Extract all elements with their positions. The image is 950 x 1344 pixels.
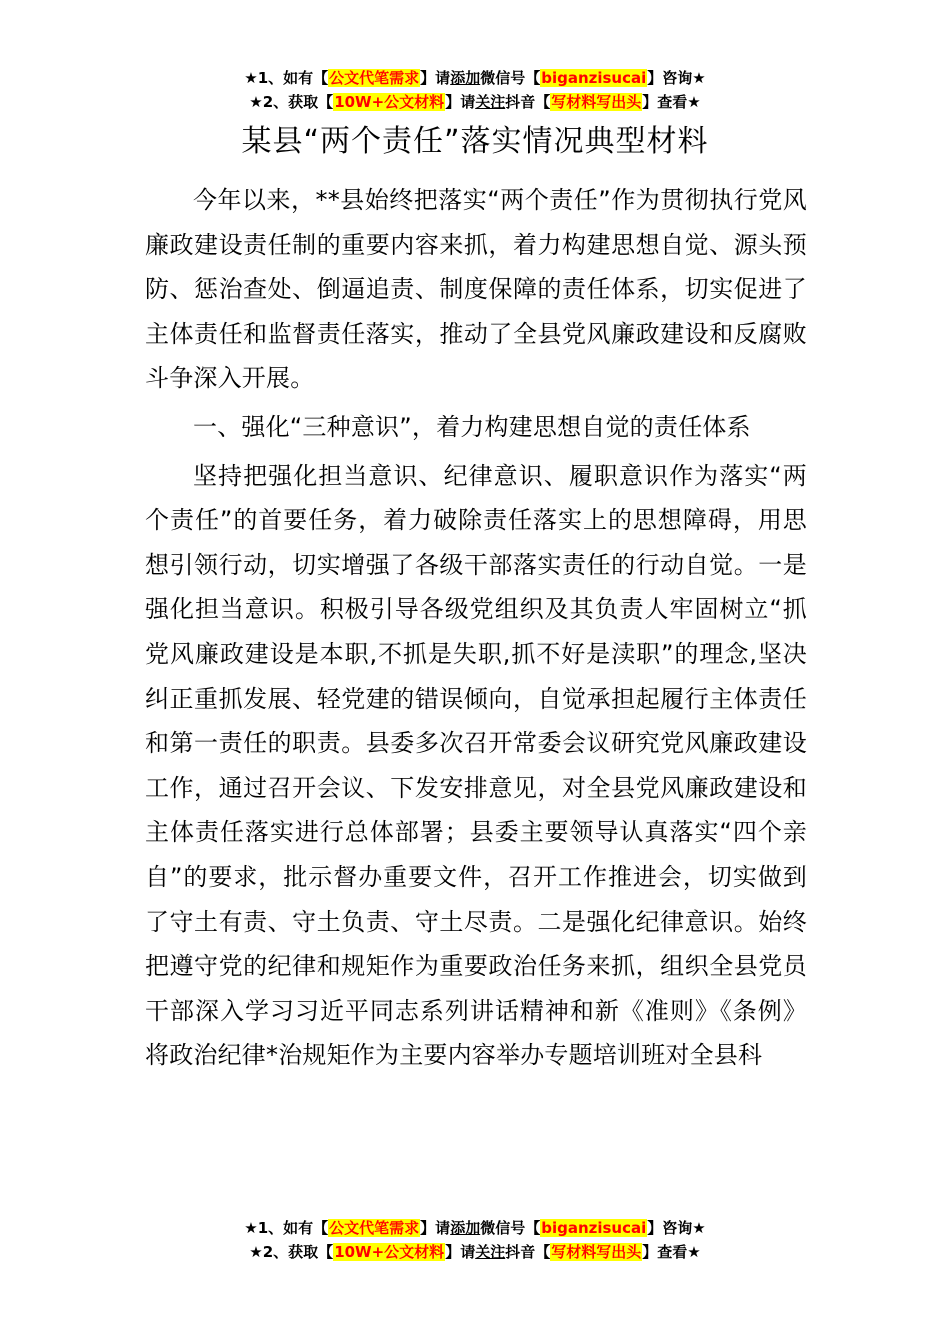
promo-underline: 添加 — [450, 69, 481, 87]
promo-line-2 — [0, 1240, 950, 1264]
promo-text: ★1、如有【 — [244, 69, 329, 87]
document-body — [145, 178, 807, 1082]
document-title: 某县“两个责任”落实情况典型材料 — [241, 124, 709, 159]
promo-text: 】请 — [420, 69, 451, 87]
promo-line-1 — [0, 66, 950, 90]
promo-text: 】查看★ — [642, 93, 701, 111]
footer-promo-banner — [0, 1216, 950, 1264]
promo-underline: 关注 — [475, 1243, 506, 1261]
promo-wechat-id: biganzisucai — [541, 1219, 647, 1237]
promo-text: 】请 — [420, 1219, 451, 1237]
header-promo-banner — [0, 66, 950, 114]
promo-line-2 — [0, 90, 950, 114]
promo-text: 微信号【 — [480, 69, 541, 87]
promo-line-1 — [0, 1216, 950, 1240]
promo-wechat-id: biganzisucai — [541, 69, 647, 87]
promo-text: ★1、如有【 — [244, 1219, 329, 1237]
paragraph-intro: 今年以来，**县始终把落实“两个责任”作为贯彻执行党风廉政建设责任制的重要内容来抓，着力构建思想自觉、源头预防、惩治查处、倒逼追责、制度保障的责任体系，切实促进了主体责任和监督责任落实，推动了全县党风廉政建设和反腐败斗争深入开展。 — [145, 186, 807, 393]
promo-highlight: 公文代笔需求 — [329, 1219, 420, 1237]
promo-text: 微信号【 — [480, 1219, 541, 1237]
promo-text: ★2、获取【 — [249, 93, 334, 111]
promo-text: 抖音【 — [505, 1243, 551, 1261]
promo-text: 抖音【 — [505, 93, 551, 111]
promo-text: 】查看★ — [642, 1243, 701, 1261]
promo-douyin-id: 写材料写出头 — [551, 93, 642, 111]
promo-douyin-id: 写材料写出头 — [551, 1243, 642, 1261]
promo-text: 】请 — [445, 1243, 476, 1261]
promo-highlight: 公文代笔需求 — [329, 69, 420, 87]
promo-text: 】请 — [445, 93, 476, 111]
promo-text: ★2、获取【 — [249, 1243, 334, 1261]
promo-text: 】咨询★ — [647, 1219, 706, 1237]
section-heading-1: 一、强化“三种意识”，着力构建思想自觉的责任体系 — [193, 412, 751, 441]
promo-text: 】咨询★ — [647, 69, 706, 87]
promo-highlight: 10W+公文材料 — [334, 1243, 445, 1261]
promo-underline: 添加 — [450, 1219, 481, 1237]
paragraph-section-1: 坚持把强化担当意识、纪律意识、履职意识作为落实“两个责任”的首要任务，着力破除责任落实上的思想障碍，用思想引领行动，切实增强了各级干部落实责任的行动自觉。一是强化担当意识。积极引导各级党组织及其负责人牢固树立“抓党风廉政建设是本职,不抓是失职,抓不好是渎职”的理念,坚决纠正重抓发展、轻党建的错误倾向，自觉承担起履行主体责任和第一责任的职责。县委多次召开常委会议研究党风廉政建设工作，通过召开会议、下发安排意见，对全县党风廉政建设和主体责任落实进行总体部署；县委主要领导认真落实“四个亲自”的要求，批示督办重要文件，召开工作推进会，切实做到了守土有责、守土负责、守土尽责。二是强化纪律意识。始终把遵守党的纪律和规矩作为重要政治任务来抓，组织全县党员干部深入学习习近平同志系列讲话精神和新《准则》《条例》将政治纪律*治规矩作为主要内容举办专题培训班对全县科 — [145, 461, 807, 1070]
promo-highlight: 10W+公文材料 — [334, 93, 445, 111]
promo-underline: 关注 — [475, 93, 506, 111]
